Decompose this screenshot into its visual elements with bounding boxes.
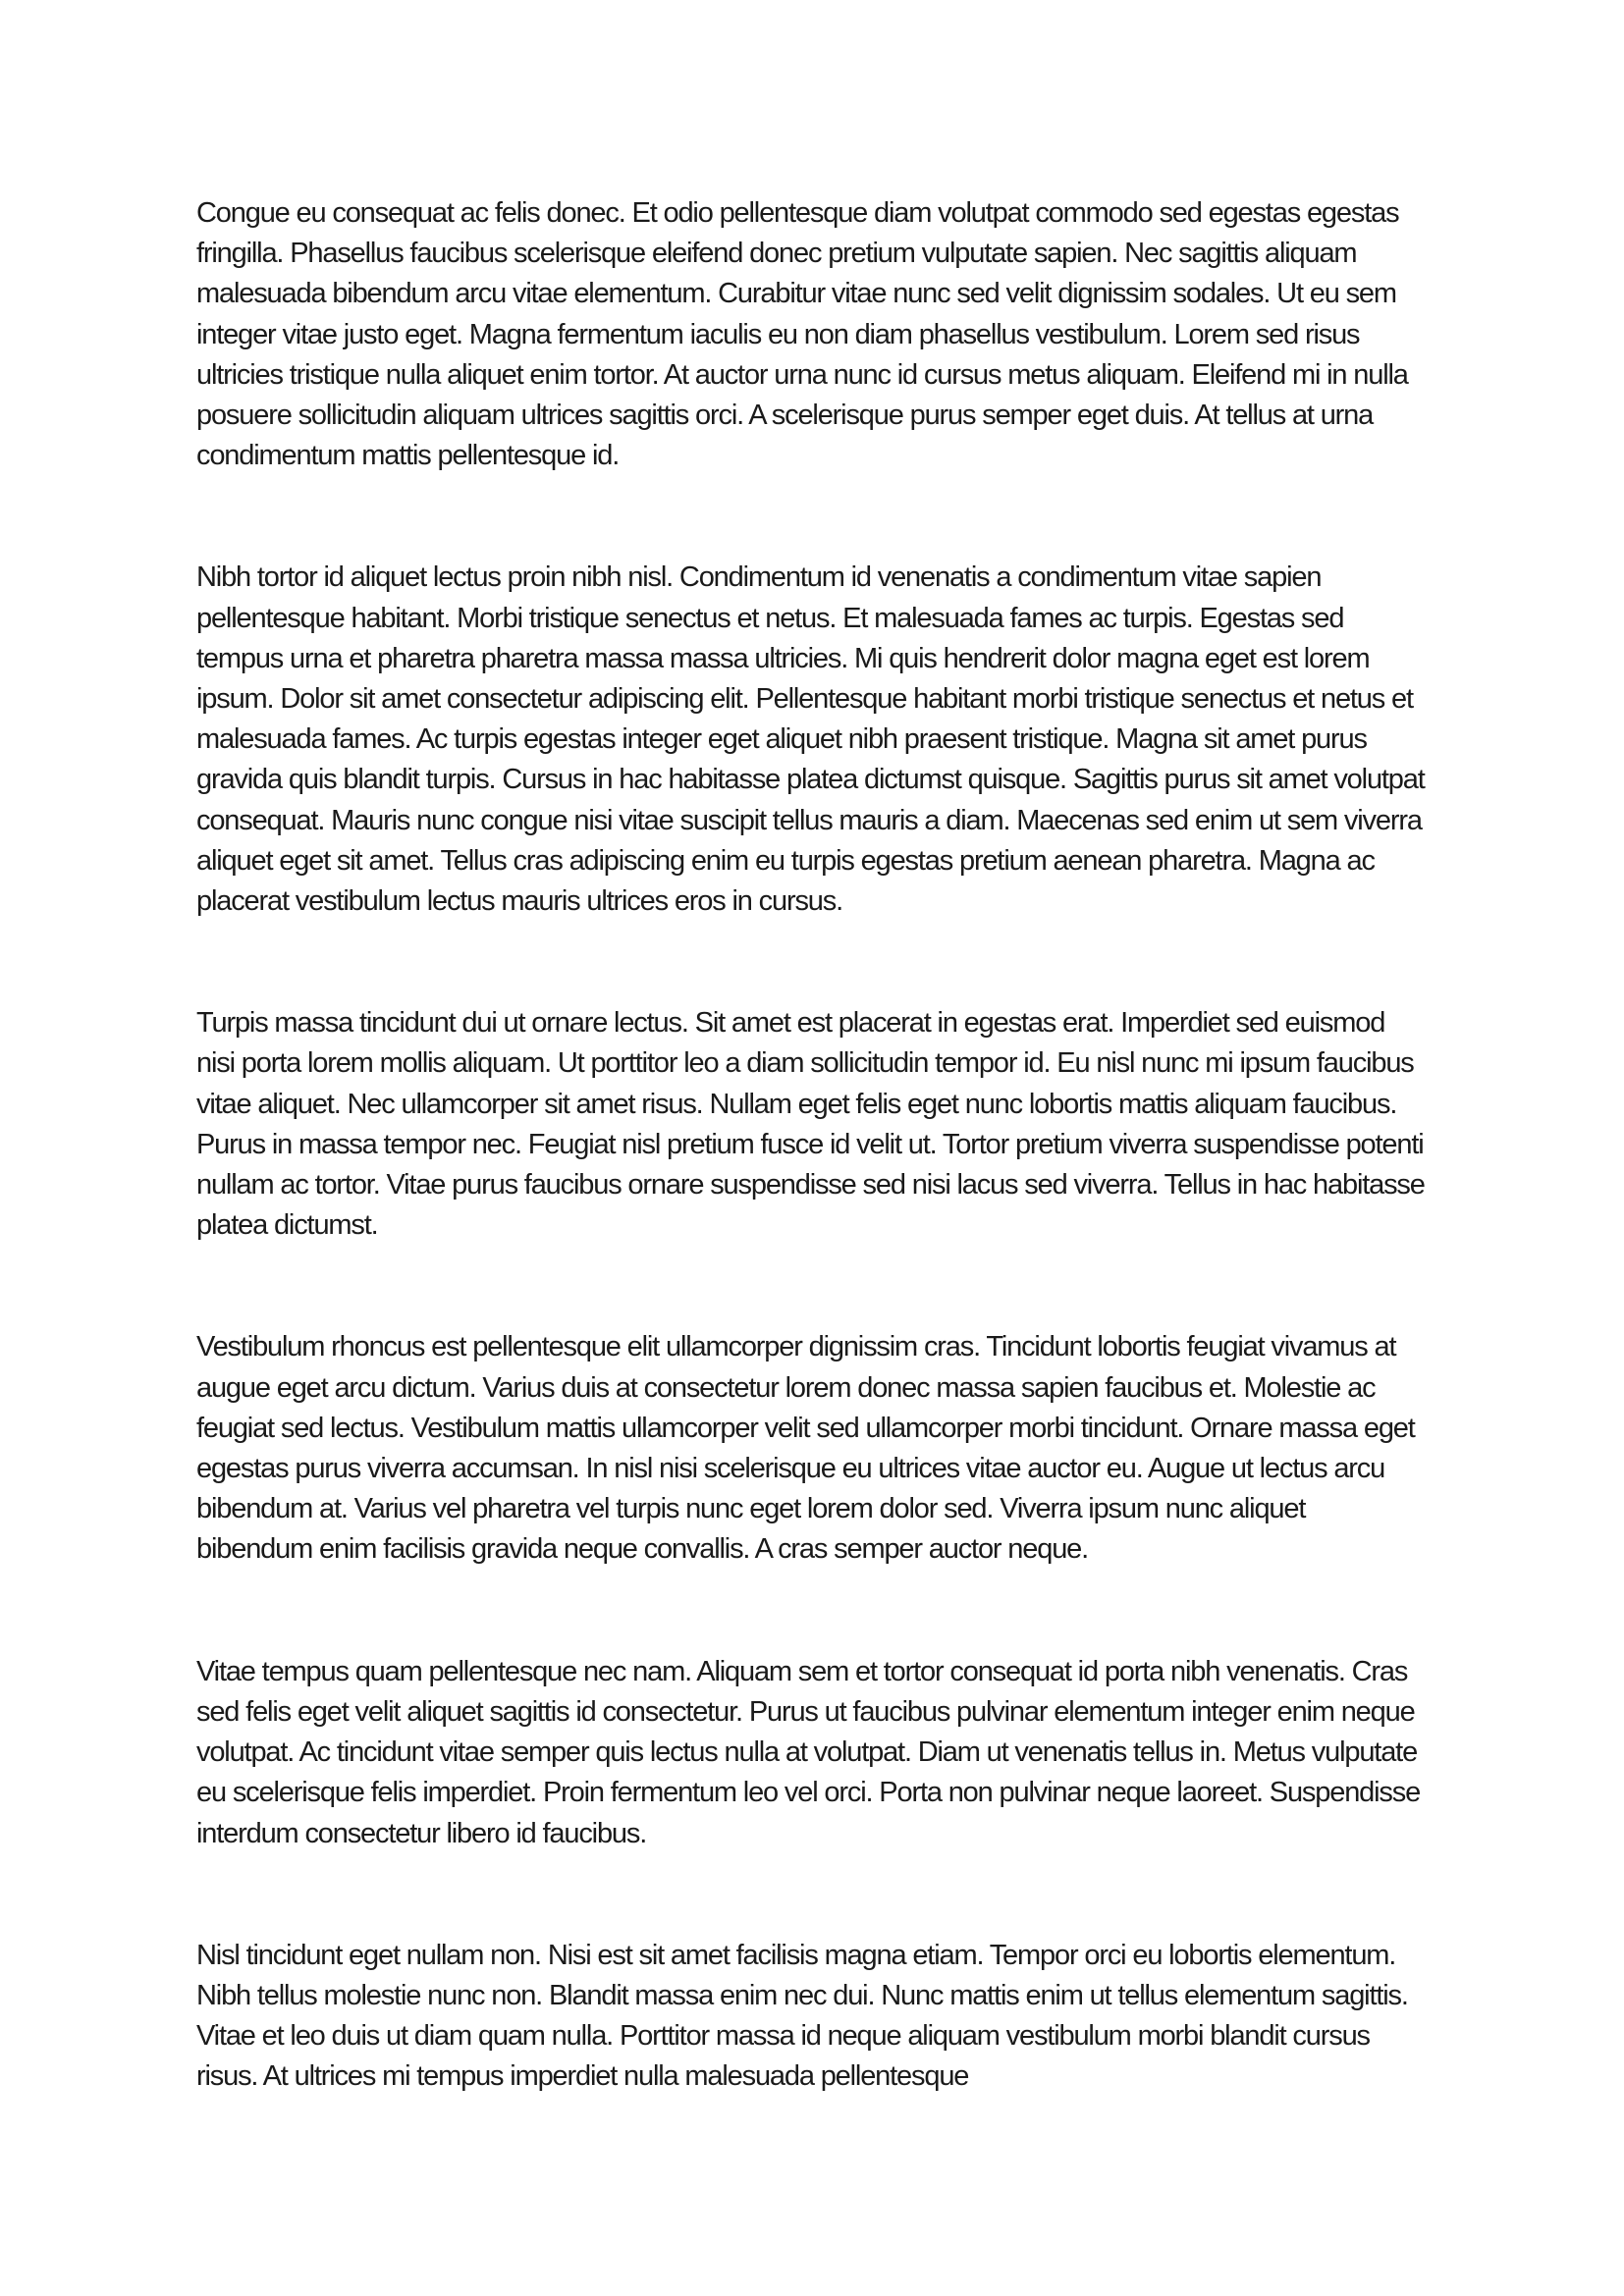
paragraph-2: Nibh tortor id aliquet lectus proin nibh nisl. Condimentum id venenatis a condimentum vitae sapien pellentesque habitant. Morbi tristique senectus et netus. Et malesuada fames ac turpis. Egestas sed tempus urna et pharetra pharetra massa massa ultricies. Mi quis hendrerit dolor magna eget est lorem ipsum. Dolor sit amet consectetur adipiscing elit. Pellentesque habitant morbi tristique senectus et netus et malesuada fames. Ac turpis egestas integer eget aliquet nibh praesent tristique. Magna sit amet purus gravida quis blandit turpis. Cursus in hac habitasse platea dictumst quisque. Sagittis purus sit amet volutpat consequat. Mauris nunc congue nisi vitae suscipit tellus mauris a diam. Maecenas sed enim ut sem viverra aliquet eget sit amet. Tellus cras adipiscing enim eu turpis egestas pretium aenean pharetra. Magna ac placerat vestibulum lectus mauris ultrices eros in cursus. bbox=[196, 561, 1425, 918]
paragraph-1: Congue eu consequat ac felis donec. Et odio pellentesque diam volutpat commodo sed egestas egestas fringilla. Phasellus faucibus scelerisque eleifend donec pretium vulputate sapien. Nec sagittis aliquam malesuada bibendum arcu vitae elementum. Curabitur vitae nunc sed velit dignissim sodales. Ut eu sem integer vitae justo eget. Magna fermentum iaculis eu non diam phasellus vestibulum. Lorem sed risus ultricies tristique nulla aliquet enim tortor. At auctor urna nunc id cursus metus aliquam. Eleifend mi in nulla posuere sollicitudin aliquam ultrices sagittis orci. A scelerisque purus semper eget duis. At tellus at urna condimentum mattis pellentesque id. bbox=[196, 197, 1408, 472]
paragraph-3: Turpis massa tincidunt dui ut ornare lectus. Sit amet est placerat in egestas erat. Imperdiet sed euismod nisi porta lorem mollis aliquam. Ut porttitor leo a diam sollicitudin tempor id. Eu nisl nunc mi ipsum faucibus vitae aliquet. Nec ullamcorper sit amet risus. Nullam eget felis eget nunc lobortis mattis aliquam faucibus. Purus in massa tempor nec. Feugiat nisl pretium fusce id velit ut. Tortor pretium viverra suspendisse potenti nullam ac tortor. Vitae purus faucibus ornare suspendisse sed nisi lacus sed viverra. Tellus in hac habitasse platea dictumst. bbox=[196, 1007, 1425, 1242]
paragraph-4: Vestibulum rhoncus est pellentesque elit ullamcorper dignissim cras. Tincidunt lobortis feugiat vivamus at augue eget arcu dictum. Varius duis at consectetur lorem donec massa sapien faucibus et. Molestie ac feugiat sed lectus. Vestibulum mattis ullamcorper velit sed ullamcorper morbi tincidunt. Ornare massa eget egestas purus viverra accumsan. In nisl nisi scelerisque eu ultrices vitae auctor eu. Augue ut lectus arcu bibendum at. Varius vel pharetra vel turpis nunc eget lorem dolor sed. Viverra ipsum nunc aliquet bibendum enim facilisis gravida neque convallis. A cras semper auctor neque. bbox=[196, 1331, 1415, 1566]
paragraph-5: Vitae tempus quam pellentesque nec nam. Aliquam sem et tortor consequat id porta nibh venenatis. Cras sed felis eget velit aliquet sagittis id consectetur. Purus ut faucibus pulvinar elementum integer enim neque volutpat. Ac tincidunt vitae semper quis lectus nulla at volutpat. Diam ut venenatis tellus in. Metus vulputate eu scelerisque felis imperdiet. Proin fermentum leo vel orci. Porta non pulvinar neque laoreet. Suspendisse interdum consectetur libero id faucibus. bbox=[196, 1655, 1421, 1849]
paragraph-6: Nisl tincidunt eget nullam non. Nisi est sit amet facilisis magna etiam. Tempor orci eu lobortis elementum. Nibh tellus molestie nunc non. Blandit massa enim nec dui. Nunc mattis enim ut tellus elementum sagittis. Vitae et leo duis ut diam quam nulla. Porttitor massa id neque aliquam vestibulum morbi blandit cursus risus. At ultrices mi tempus imperdiet nulla malesuada pellentesque bbox=[196, 1939, 1408, 2093]
